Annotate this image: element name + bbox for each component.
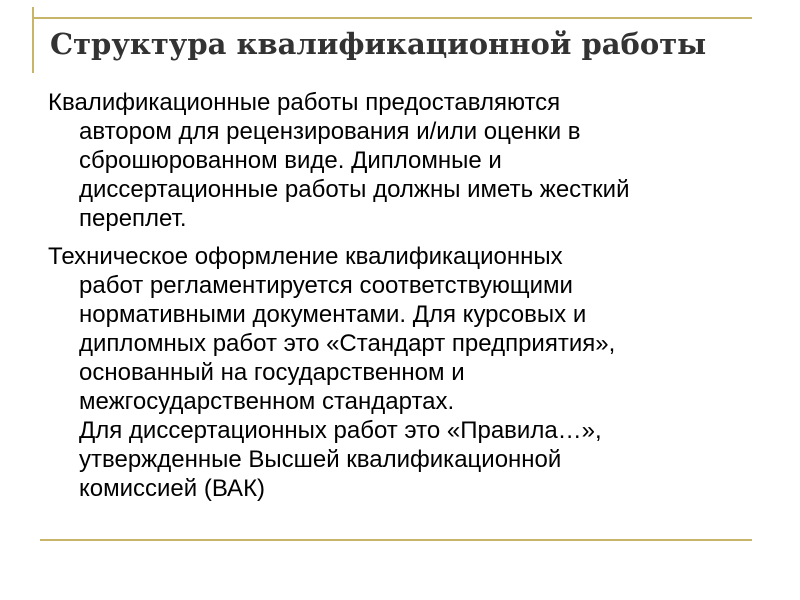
paragraph-1-line: диссертационные работы должны иметь жесткий xyxy=(79,176,630,203)
decorative-bottom-line xyxy=(40,539,752,541)
slide-title: Структура квалификационной работы xyxy=(50,27,707,61)
paragraph-2-line: межгосударственном стандартах. xyxy=(79,388,455,415)
paragraph-1-line: Квалификационные работы предоставляются xyxy=(48,89,561,116)
paragraph-2-line: дипломных работ это «Стандарт предприятия», xyxy=(79,330,616,357)
paragraph-2-line: Для диссертационных работ это «Правила…», xyxy=(79,417,602,444)
paragraph-2-line: основанный на государственном и xyxy=(79,359,465,386)
paragraph-2-line: утвержденные Высшей квалификационной xyxy=(79,446,562,473)
paragraph-1-line: переплет. xyxy=(79,205,187,232)
paragraph-2-line: комиссией (ВАК) xyxy=(79,475,266,502)
paragraph-2 xyxy=(0,242,800,503)
paragraph-1-line: автором для рецензирования и/или оценки в xyxy=(79,118,581,145)
slide-body xyxy=(0,88,800,503)
decorative-left-line xyxy=(32,7,34,73)
paragraph-2-line: нормативными документами. Для курсовых и xyxy=(79,301,587,328)
paragraph-1-line: сброшюрованном виде. Дипломные и xyxy=(79,147,502,174)
paragraph-2-line: работ регламентируется соответствующими xyxy=(79,272,573,299)
paragraph-1 xyxy=(0,88,800,233)
decorative-top-line xyxy=(32,17,752,19)
paragraph-2-line: Техническое оформление квалификационных xyxy=(48,243,563,270)
